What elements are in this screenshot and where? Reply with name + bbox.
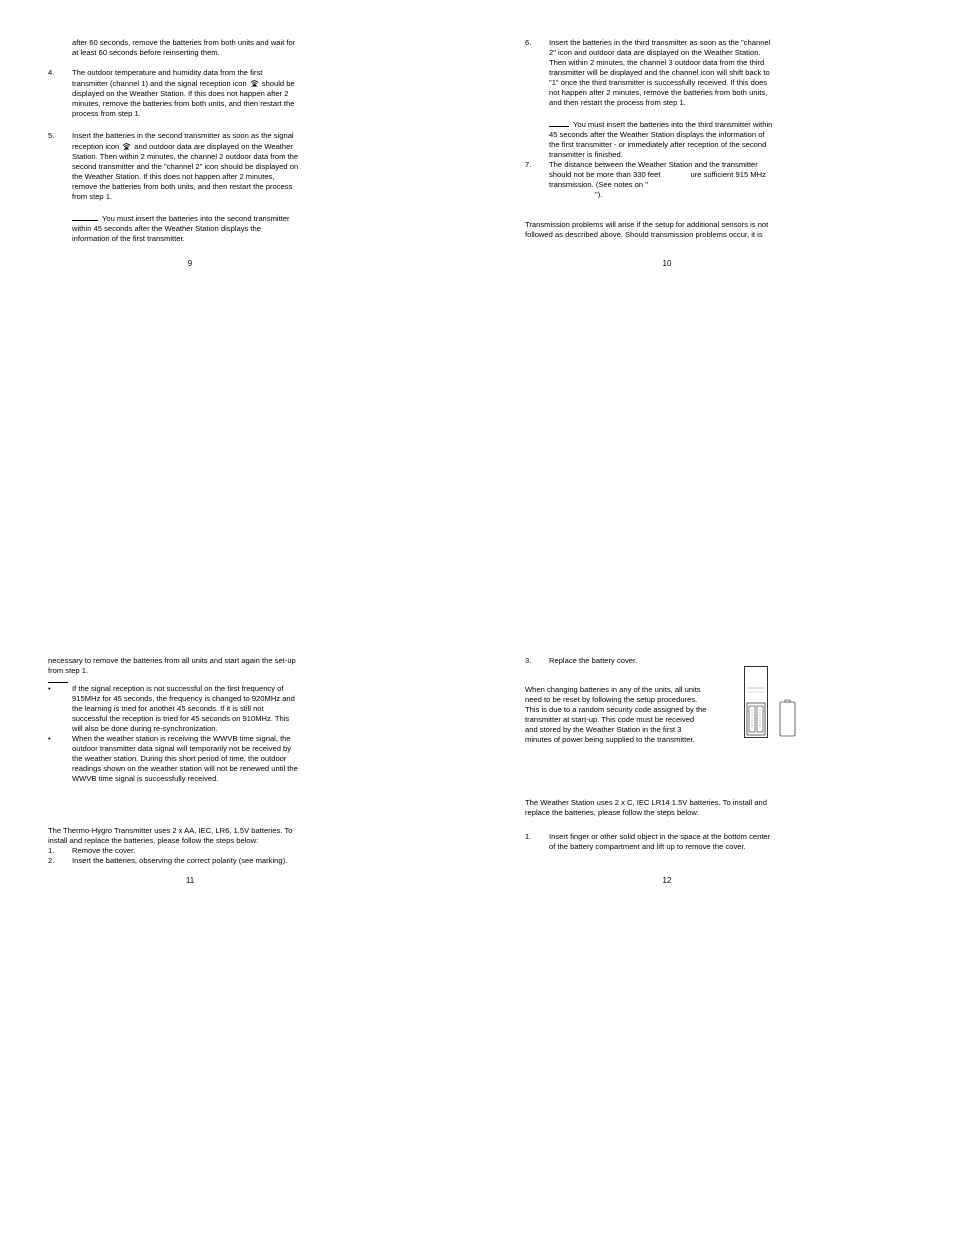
note-underline xyxy=(72,212,98,221)
text-line: Insert the batteries, observing the correct polarity (see marking). xyxy=(72,856,288,865)
text-line: successful the reception is tried for 45 seconds on 910MHz. This xyxy=(72,714,290,723)
text-line: Insert the batteries in the second transmitter as soon as the signal xyxy=(72,131,294,140)
text-line xyxy=(549,190,815,200)
section-underline xyxy=(48,674,68,683)
text-line: Insert the batteries in the third transmitter as soon as the "channel xyxy=(549,38,771,47)
page-number-9: 9 xyxy=(187,259,193,268)
text-line xyxy=(72,141,338,152)
text-line: "1" once the third transmitter is successfully received. If this does xyxy=(549,78,768,87)
list-number: 3. xyxy=(525,656,532,665)
list-number: 6. xyxy=(525,38,532,47)
text-fragment: should be xyxy=(261,79,295,88)
text-line: need to be reset by following the setup procedures. xyxy=(525,695,698,704)
list-number: 2. xyxy=(48,856,55,865)
page-10-top xyxy=(525,38,815,240)
text-line: The distance between the Weather Station and the transmitter xyxy=(549,160,758,169)
text-line: necessary to remove the batteries from all units and start again the set-up xyxy=(48,656,296,665)
page-9-top xyxy=(48,38,338,244)
text-line: the learning is tried for another 45 seconds. If it is still not xyxy=(72,704,264,713)
list-number: 1. xyxy=(525,832,532,841)
text-line: transmission. (See notes on " xyxy=(549,180,648,189)
text-fragment: You must insert the batteries into the second transmitter xyxy=(102,214,290,223)
note-block xyxy=(48,212,338,244)
list-item-step-3 xyxy=(525,656,815,666)
text-line: install and replace the batteries, please follow the steps below: xyxy=(48,836,259,845)
list-number: 5. xyxy=(48,131,55,140)
text-line: Remove the cover. xyxy=(72,846,136,855)
text-line: If the signal reception is not successful on the first frequency of xyxy=(72,684,284,693)
page-12-weather-station-section xyxy=(525,798,815,852)
text-line: The Weather Station uses 2 x C, IEC LR14 1.5V batteries. To install and xyxy=(525,798,768,807)
signal-reception-icon xyxy=(249,78,260,87)
transmitter-battery-illustration xyxy=(744,666,798,738)
page-11-battery-section xyxy=(48,826,348,866)
bullet-mark: • xyxy=(48,734,51,743)
text-line: minutes, remove the batteries from both units, and then restart the xyxy=(72,99,295,108)
bullet-mark: • xyxy=(48,684,51,693)
text-line: transmitter will be displayed and the channel icon will shift back to xyxy=(549,68,770,77)
list-number: 4. xyxy=(48,68,55,77)
text-line: from step 1. xyxy=(72,192,113,201)
list-item-step-1 xyxy=(525,832,815,852)
text-line: Station. Then within 2 minutes, the channel 2 outdoor data from the xyxy=(72,152,299,161)
text-line: WWVB time signal is successfully received. xyxy=(72,774,219,783)
text-line: the weather station. During this short period of time, the outdoor xyxy=(72,754,287,763)
transmission-paragraph xyxy=(525,220,815,240)
page-number-10: 10 xyxy=(662,259,672,268)
text-line: and then restart the process from step 1. xyxy=(549,98,686,107)
text-line: the first transmitter - or immediately after reception of the second xyxy=(549,140,767,149)
page-number-12: 12 xyxy=(662,876,672,885)
list-item-step-4 xyxy=(48,68,338,119)
text-line: When the weather station is receiving the WWVB time signal, the xyxy=(72,734,291,743)
list-number: 1. xyxy=(48,846,55,855)
text-line xyxy=(549,170,815,180)
text-line: and stored by the Weather Station in the first 3 xyxy=(525,725,682,734)
list-item-step-1 xyxy=(48,846,348,856)
text-line: transmitter is finished. xyxy=(549,150,623,159)
bullet-item xyxy=(48,684,348,734)
bullet-item xyxy=(48,734,348,784)
text-line: second transmitter and the "channel 2" icon should be displayed on xyxy=(72,162,299,171)
text-line: minutes of power being supplied to the transmitter. xyxy=(525,735,695,744)
text-line: at least 60 seconds before reinserting them. xyxy=(72,48,220,57)
text-line: Then within 2 minutes, the channel 3 outdoor data from the third xyxy=(549,58,765,67)
text-line: after 60 seconds, remove the batteries from both units and wait for xyxy=(72,38,296,47)
text-fragment: transmitter (channel 1) and the signal reception icon xyxy=(72,79,247,88)
text-fragment: "). xyxy=(595,190,603,199)
text-line: Insert finger or other solid object in the space at the bottom center xyxy=(549,832,771,841)
page-number-11: 11 xyxy=(185,876,195,885)
text-line: displayed on the Weather Station. If this does not happen after 2 xyxy=(72,89,289,98)
text-line: 2" icon and outdoor data are displayed on the Weather Station. xyxy=(549,48,761,57)
text-line xyxy=(72,78,338,89)
text-line: When changing batteries in any of the units, all units xyxy=(525,685,701,694)
text-line: not happen after 2 minutes, remove the batteries from both units, xyxy=(549,88,768,97)
text-line: 915MHz for 45 seconds, the frequency is changed to 920MHz and xyxy=(72,694,295,703)
text-line: information of the first transmitter. xyxy=(72,234,185,243)
text-fragment: ure sufficient 915 MHz xyxy=(690,170,766,179)
text-line: the Weather Station. If this does not happen after 2 minutes, xyxy=(72,172,275,181)
text-line: will also be done during re-synchronization. xyxy=(72,724,218,733)
note-underline xyxy=(549,118,569,127)
text-line xyxy=(549,118,815,130)
text-line: remove the batteries from both units, and then restart the process xyxy=(72,182,293,191)
signal-reception-icon xyxy=(121,141,132,150)
text-line: within 45 seconds after the Weather Station displays the xyxy=(72,224,261,233)
text-fragment: reception icon xyxy=(72,142,120,151)
note-block xyxy=(525,118,815,160)
list-item-step-5 xyxy=(48,131,338,202)
text-line: transmitter at start-up. This code must be received xyxy=(525,715,695,724)
text-line: of the battery compartment and lift up to remove the cover. xyxy=(549,842,746,851)
page-11-top xyxy=(48,656,348,784)
text-line: outdoor transmitter data signal will temporarily not be received by xyxy=(72,744,292,753)
text-line: replace the batteries, please follow the steps below: xyxy=(525,808,699,817)
text-line: process from step 1. xyxy=(72,109,141,118)
list-item-step-6 xyxy=(525,38,815,108)
text-line xyxy=(72,212,338,224)
text-line: 45 seconds after the Weather Station displays the information of xyxy=(549,130,765,139)
text-line: The Thermo-Hygro Transmitter uses 2 x AA, IEC, LR6, 1.5V batteries. To xyxy=(48,826,293,835)
list-number: 7. xyxy=(525,160,532,169)
text-line: readings shown on the weather station will not be renewed until the xyxy=(72,764,298,773)
text-line: from step 1. xyxy=(48,666,89,675)
text-fragment: and outdoor data are displayed on the Weather xyxy=(134,142,293,151)
page-12-top xyxy=(525,656,815,666)
text-line: This is due to a random security code assigned by the xyxy=(525,705,707,714)
text-line: followed as described above. Should transmission problems occur, it is xyxy=(525,230,763,239)
list-item-step-7 xyxy=(525,160,815,200)
text-line: Transmission problems will arise if the setup for additional sensors is not xyxy=(525,220,769,229)
text-fragment: You must insert the batteries into the third transmitter within xyxy=(573,120,773,129)
text-line: The outdoor temperature and humidity data from the first xyxy=(72,68,263,77)
page-12-change-paragraph xyxy=(525,685,740,745)
list-item-step-2 xyxy=(48,856,348,866)
text-fragment: should not be more than 330 feet xyxy=(549,170,661,179)
text-line: Replace the battery cover. xyxy=(549,656,638,665)
